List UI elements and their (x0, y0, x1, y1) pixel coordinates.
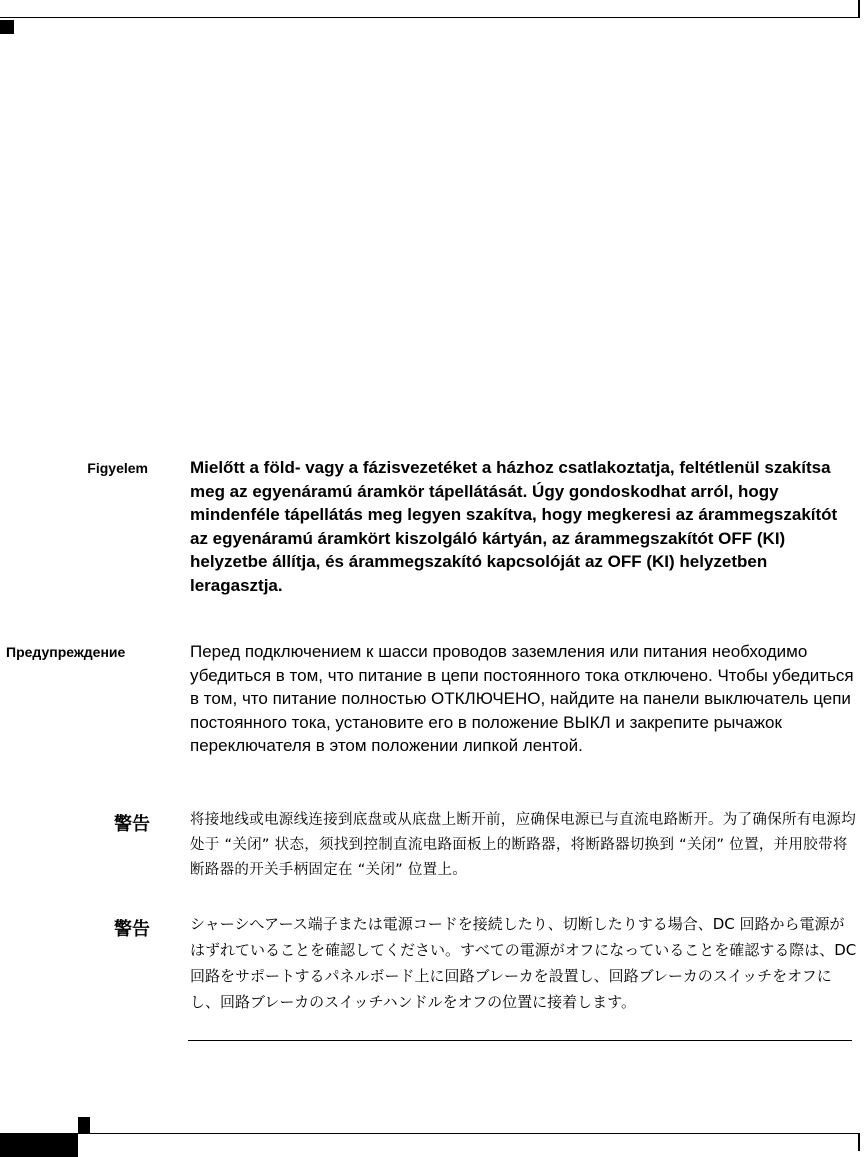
warning-text: Mielőtt a föld- vagy a fázisvezetéket a házhoz csatlakoztatja, feltétlenül szakítsa meg az egyenáramú áramkör tápellátását. Úgy gondoskodhat arról, hogy mindenféle tápellátás meg legyen szakítva, hogy megkeresi az árammegszakítót az egyenáramú áramkört kiszolgáló kártyán, az árammegszakítót OFF (KI) helyzetbe állítja, és árammegszakító kapcsolóját az OFF (KI) helyzetben leragasztja. (190, 458, 838, 595)
header-marker (0, 20, 14, 34)
section-end-rule (188, 1040, 852, 1041)
warning-label: Предупреждение (6, 644, 126, 660)
footer-rule-end (858, 1133, 860, 1151)
footer-bar (0, 1133, 78, 1157)
warning-text: シャーシへアース端子または電源コードを接続したり、切断したりする場合、DC 回路から電源がはずれていることを確認してください。すべての電源がオフになっていることを確認する際は、DC 回路をサポートするパネルボード上に回路ブレーカを設置し、回路ブレーカのスイッチをオフにし、回路ブレーカのスイッチハンドルをオフの位置に接着します。 (190, 915, 857, 1011)
footer-marker (78, 1117, 90, 1133)
warning-label: 警告 (114, 814, 150, 835)
warning-text: Перед подключением к шасси проводов заземления или питания необходимо убедиться в том, что питание в цепи постоянного тока отключено. Чтобы убедиться в том, что питание полностью ОТКЛЮЧЕНО, найдите на панели выключатель цепи постоянного тока, установите его в положение ВЫКЛ и закрепите рычажок переключателя в этом положении липкой лентой. (190, 642, 854, 755)
footer-rule (78, 1133, 860, 1134)
warning-text: 将接地线或电源线连接到底盘或从底盘上断开前，应确保电源已与直流电路断开。为了确保所有电源均处于 “关闭” 状态，须找到控制直流电路面板上的断路器，将断路器切换到 “关闭” 位置，并用胶带将断路器的开关手柄固定在 “关闭” 位置上。 (190, 812, 856, 878)
warning-label: Figyelem (87, 460, 148, 476)
header-rule (0, 17, 860, 18)
header-rule-end (858, 0, 860, 18)
warning-label: 警告 (114, 919, 150, 940)
